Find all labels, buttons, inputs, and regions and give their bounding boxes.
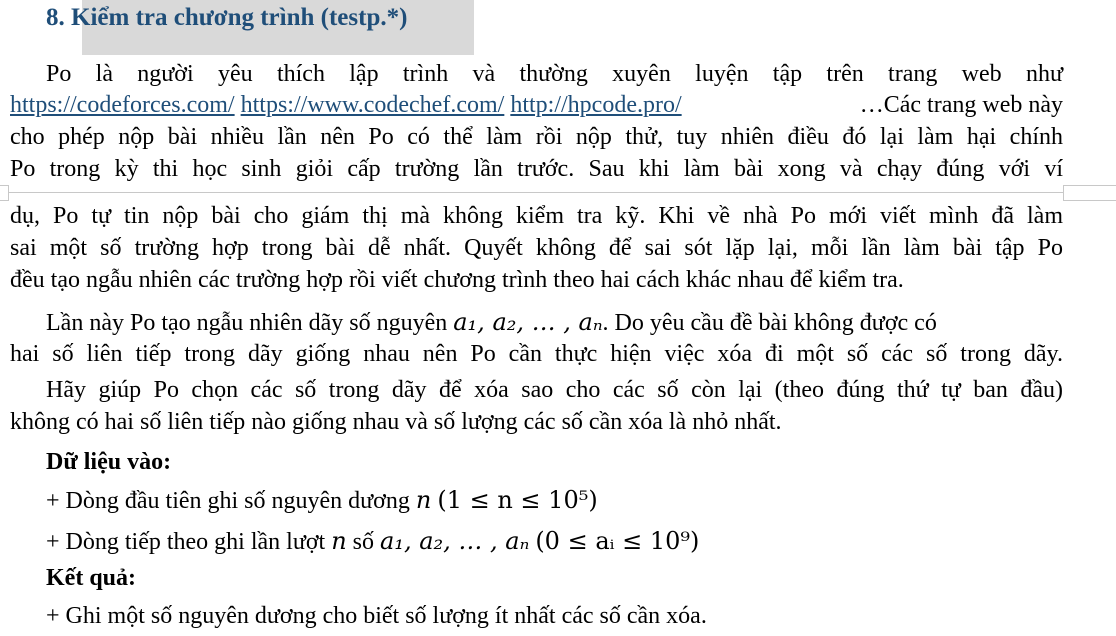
input-line1 (46, 485, 1099, 516)
input-n-math: n (415, 486, 432, 514)
para1-line2 (10, 90, 1063, 120)
sequence-math: a₁, a₂, … , aₙ (453, 308, 603, 336)
input-sequence-math: a₁, a₂, … , aₙ (380, 527, 530, 555)
input-line1-text: + Dòng đầu tiên ghi số nguyên dương (46, 488, 410, 514)
para1-line5: dụ, Po tự tin nộp bài cho giám thị mà không kiểm tra kỹ. Khi về nhà Po mới viết mình đã làm (10, 203, 1063, 229)
link-hpcode[interactable]: http://hpcode.pro/ (510, 92, 682, 118)
para1-line2-tail: …Các trang web này (859, 92, 1063, 118)
link-codechef[interactable]: https://www.codechef.com/ (240, 92, 505, 118)
problem-title: 8. Kiểm tra chương trình (testp.*) (46, 4, 408, 31)
input-line2-n: n (331, 527, 347, 555)
para3-line2: không có hai số liên tiếp nào giống nhau và số lượng các số cần xóa là nhỏ nhất. (10, 409, 782, 435)
page-break (0, 183, 1116, 203)
para1-line1: Po là người yêu thích lập trình và thường xuyên luyện tập trên trang web như (46, 61, 1063, 87)
para1-line7: đều tạo ngẫu nhiên các trường hợp rồi viết chương trình theo hai cách khác nhau để kiểm tra. (10, 267, 904, 293)
link-codeforces[interactable]: https://codeforces.com/ (10, 92, 235, 118)
para1-line4: Po trong kỳ thi học sinh giỏi cấp trường lần trước. Sau khi làm bài xong và chạy đúng với ví (10, 156, 1063, 182)
output-line1: + Ghi một số nguyên dương cho biết số lượng ít nhất các số cần xóa. (46, 603, 707, 629)
para1-line3: cho phép nộp bài nhiều lần nên Po có thể làm rồi nộp thử, tuy nhiên điều đó lại làm hại chính (10, 124, 1063, 150)
input-line2-text: + Dòng tiếp theo ghi lần lượt (46, 529, 326, 555)
para1-line6: sai một số trường hợp trong bài dễ nhất. Quyết không để sai sót lặp lại, mỗi lần làm bài tập Po (10, 235, 1063, 261)
input-line2 (46, 526, 1099, 557)
input-n-constraint: (1 ≤ n ≤ 10⁵) (437, 486, 598, 514)
para3-line1: Hãy giúp Po chọn các số trong dãy để xóa sao cho các số còn lại (theo đúng thứ tự ban đầu) (46, 377, 1063, 403)
para2-line1-pre: Lần này Po tạo ngẫu nhiên dãy số nguyên (46, 310, 448, 336)
input-ai-constraint: (0 ≤ aᵢ ≤ 10⁹) (535, 527, 700, 555)
output-heading: Kết quả: (46, 565, 136, 591)
para2-line2: hai số liên tiếp trong dãy giống nhau nên Po cần thực hiện việc xóa đi một số các số trong dãy. (10, 341, 1063, 367)
para2-line1-post: . Do yêu cầu đề bài không được có (602, 310, 937, 336)
input-line2-mid: số (352, 529, 375, 555)
input-heading: Dữ liệu vào: (46, 449, 172, 475)
para2-line1 (46, 307, 1063, 338)
